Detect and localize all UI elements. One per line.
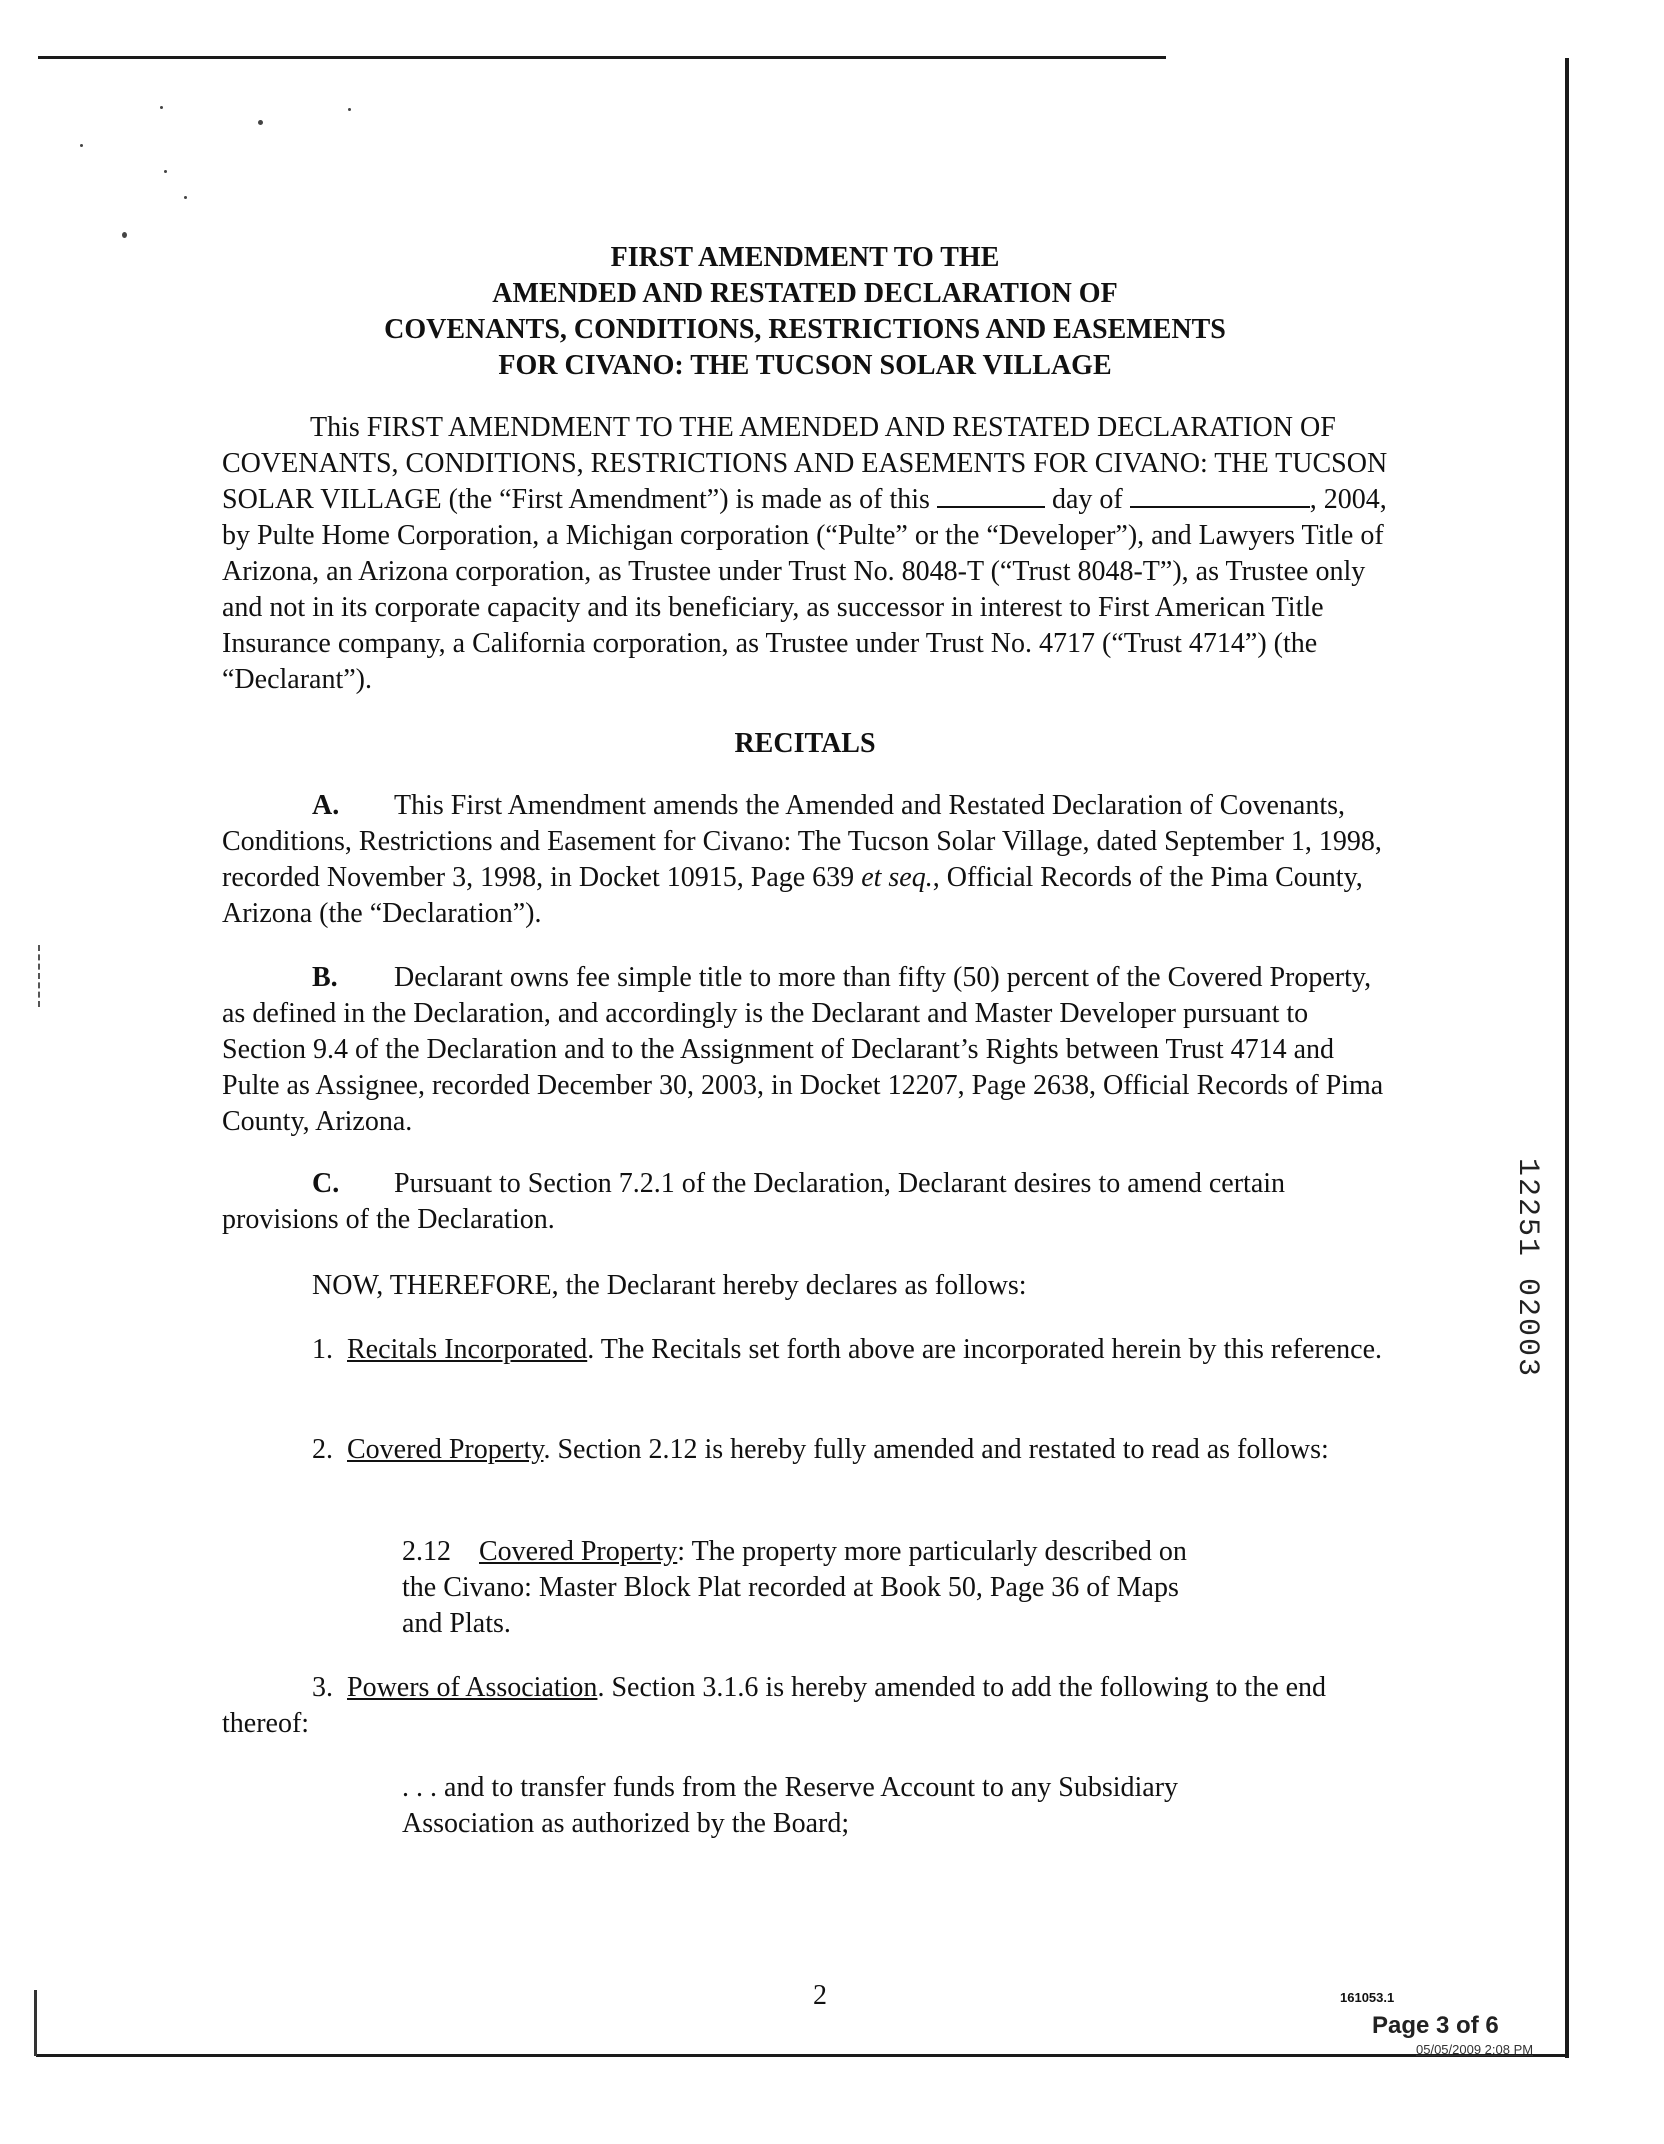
top-border-line bbox=[38, 56, 1166, 59]
item-2-quote-title: Covered Property bbox=[479, 1536, 678, 1567]
recital-c bbox=[222, 1166, 1388, 1238]
item-2-quote-number: 2.12 bbox=[402, 1536, 451, 1567]
docket-stamp: 12251 02003 bbox=[1510, 1158, 1544, 1379]
now-therefore-text: NOW, THEREFORE, the Declarant hereby declares as follows: bbox=[312, 1270, 1027, 1301]
recital-a-text: This First Amendment amends the Amended and Restated Declaration of Covenants, Conditions, Restrictions and Easement for Civano: The Tucson Solar Village, dated September 1, 1998, recorded November 3, 1998, in Docket 10915, Page 639 bbox=[222, 790, 1382, 893]
scan-speck bbox=[122, 232, 127, 238]
item-1-title: Recitals Incorporated bbox=[347, 1334, 588, 1365]
title-line-3: COVENANTS, CONDITIONS, RESTRICTIONS AND EASEMENTS bbox=[384, 314, 1226, 345]
recital-a-italic: et seq. bbox=[861, 862, 933, 893]
item-2-title: Covered Property bbox=[347, 1434, 544, 1465]
page-of-indicator: Page 3 of 6 bbox=[1372, 2012, 1499, 2039]
intro-text-3: , 2004, by Pulte Home Corporation, a Michigan corporation (“Pulte” or the “Developer”), and Lawyers Title of Arizona, an Arizona corporation, as Trustee under Trust No. 8048-T (“Trust 8048-T”), as Trustee only and not in its corporate capacity and its beneficiary, as successor in interest to First American Title Insurance company, a California corporation, as Trustee under Trust No. 4717 (“Trust 4714”) (the “Declarant”). bbox=[222, 484, 1387, 695]
item-3-quote: . . . and to transfer funds from the Reserve Account to any Subsidiary Association as authorized by the Board; bbox=[402, 1772, 1179, 1839]
right-border-line bbox=[1565, 58, 1569, 2058]
scan-artifact-dash bbox=[38, 945, 42, 1007]
scan-speck bbox=[80, 144, 83, 147]
recital-b-text: Declarant owns fee simple title to more than fifty (50) percent of the Covered Property, as defined in the Declaration, and accordingly is the Declarant and Master Developer pursuant to Section 9.4 of the Declaration and to the Assignment of Declarant’s Rights between Trust 4714 and Pulte as Assignee, recorded December 30, 2003, in Docket 12207, Page 2638, Official Records of Pima County, Arizona. bbox=[222, 962, 1384, 1137]
recital-a-label: A. bbox=[312, 790, 340, 821]
recitals-heading: RECITALS bbox=[734, 728, 876, 759]
intro-paragraph bbox=[222, 410, 1388, 698]
item-2 bbox=[222, 1432, 1388, 1468]
intro-text-1: This FIRST AMENDMENT TO THE AMENDED AND RESTATED DECLARATION OF COVENANTS, CONDITIONS, RESTRICTIONS AND EASEMENTS FOR CIVANO: THE TUCSON SOLAR VILLAGE (the “First Amendment”) is made as of this bbox=[222, 412, 1388, 515]
item-3-title: Powers of Association bbox=[347, 1672, 598, 1703]
intro-text-2: day of bbox=[1051, 484, 1123, 515]
day-blank bbox=[937, 484, 1045, 508]
scan-speck bbox=[184, 196, 187, 199]
document-id: 161053.1 bbox=[1340, 1990, 1395, 2005]
item-1 bbox=[222, 1332, 1388, 1368]
item-3-text: . Section 3.1.6 is hereby amended to add the following to the end thereof: bbox=[222, 1672, 1327, 1739]
document-title bbox=[240, 240, 1370, 384]
item-1-text: . The Recitals set forth above are incorporated herein by this reference. bbox=[587, 1334, 1383, 1365]
title-line-2: AMENDED AND RESTATED DECLARATION OF bbox=[492, 278, 1118, 309]
recital-b-label: B. bbox=[312, 962, 338, 993]
item-3-number: 3. bbox=[312, 1672, 333, 1703]
left-border-line bbox=[34, 1990, 37, 2056]
recital-c-label: C. bbox=[312, 1168, 340, 1199]
title-line-1: FIRST AMENDMENT TO THE bbox=[610, 242, 1000, 273]
bottom-border-line bbox=[36, 2054, 1568, 2057]
scan-speck bbox=[348, 108, 351, 111]
item-2-text: . Section 2.12 is hereby fully amended and restated to read as follows: bbox=[543, 1434, 1329, 1465]
recital-a bbox=[222, 788, 1388, 932]
item-3 bbox=[222, 1670, 1388, 1742]
recital-c-text: Pursuant to Section 7.2.1 of the Declaration, Declarant desires to amend certain provisions of the Declaration. bbox=[222, 1168, 1286, 1235]
scan-speck bbox=[160, 106, 163, 109]
recital-a-text-end: , Official Records of the Pima County, Arizona (the “Declaration”). bbox=[222, 862, 1363, 929]
item-2-quote-text: : The property more particularly described on the Civano: Master Block Plat recorded at Book 50, Page 36 of Maps and Plats. bbox=[402, 1536, 1187, 1639]
recital-b bbox=[222, 960, 1388, 1140]
month-blank bbox=[1130, 484, 1310, 508]
item-2-number: 2. bbox=[312, 1434, 333, 1465]
item-2-quote bbox=[402, 1534, 1222, 1642]
item-1-number: 1. bbox=[312, 1334, 333, 1365]
scan-speck bbox=[164, 170, 167, 173]
page-number: 2 bbox=[813, 1980, 827, 2011]
print-timestamp: 05/05/2009 2:08 PM bbox=[1416, 2042, 1534, 2057]
scan-speck bbox=[258, 120, 263, 125]
now-therefore bbox=[222, 1268, 1388, 1304]
title-line-4: FOR CIVANO: THE TUCSON SOLAR VILLAGE bbox=[498, 350, 1112, 381]
